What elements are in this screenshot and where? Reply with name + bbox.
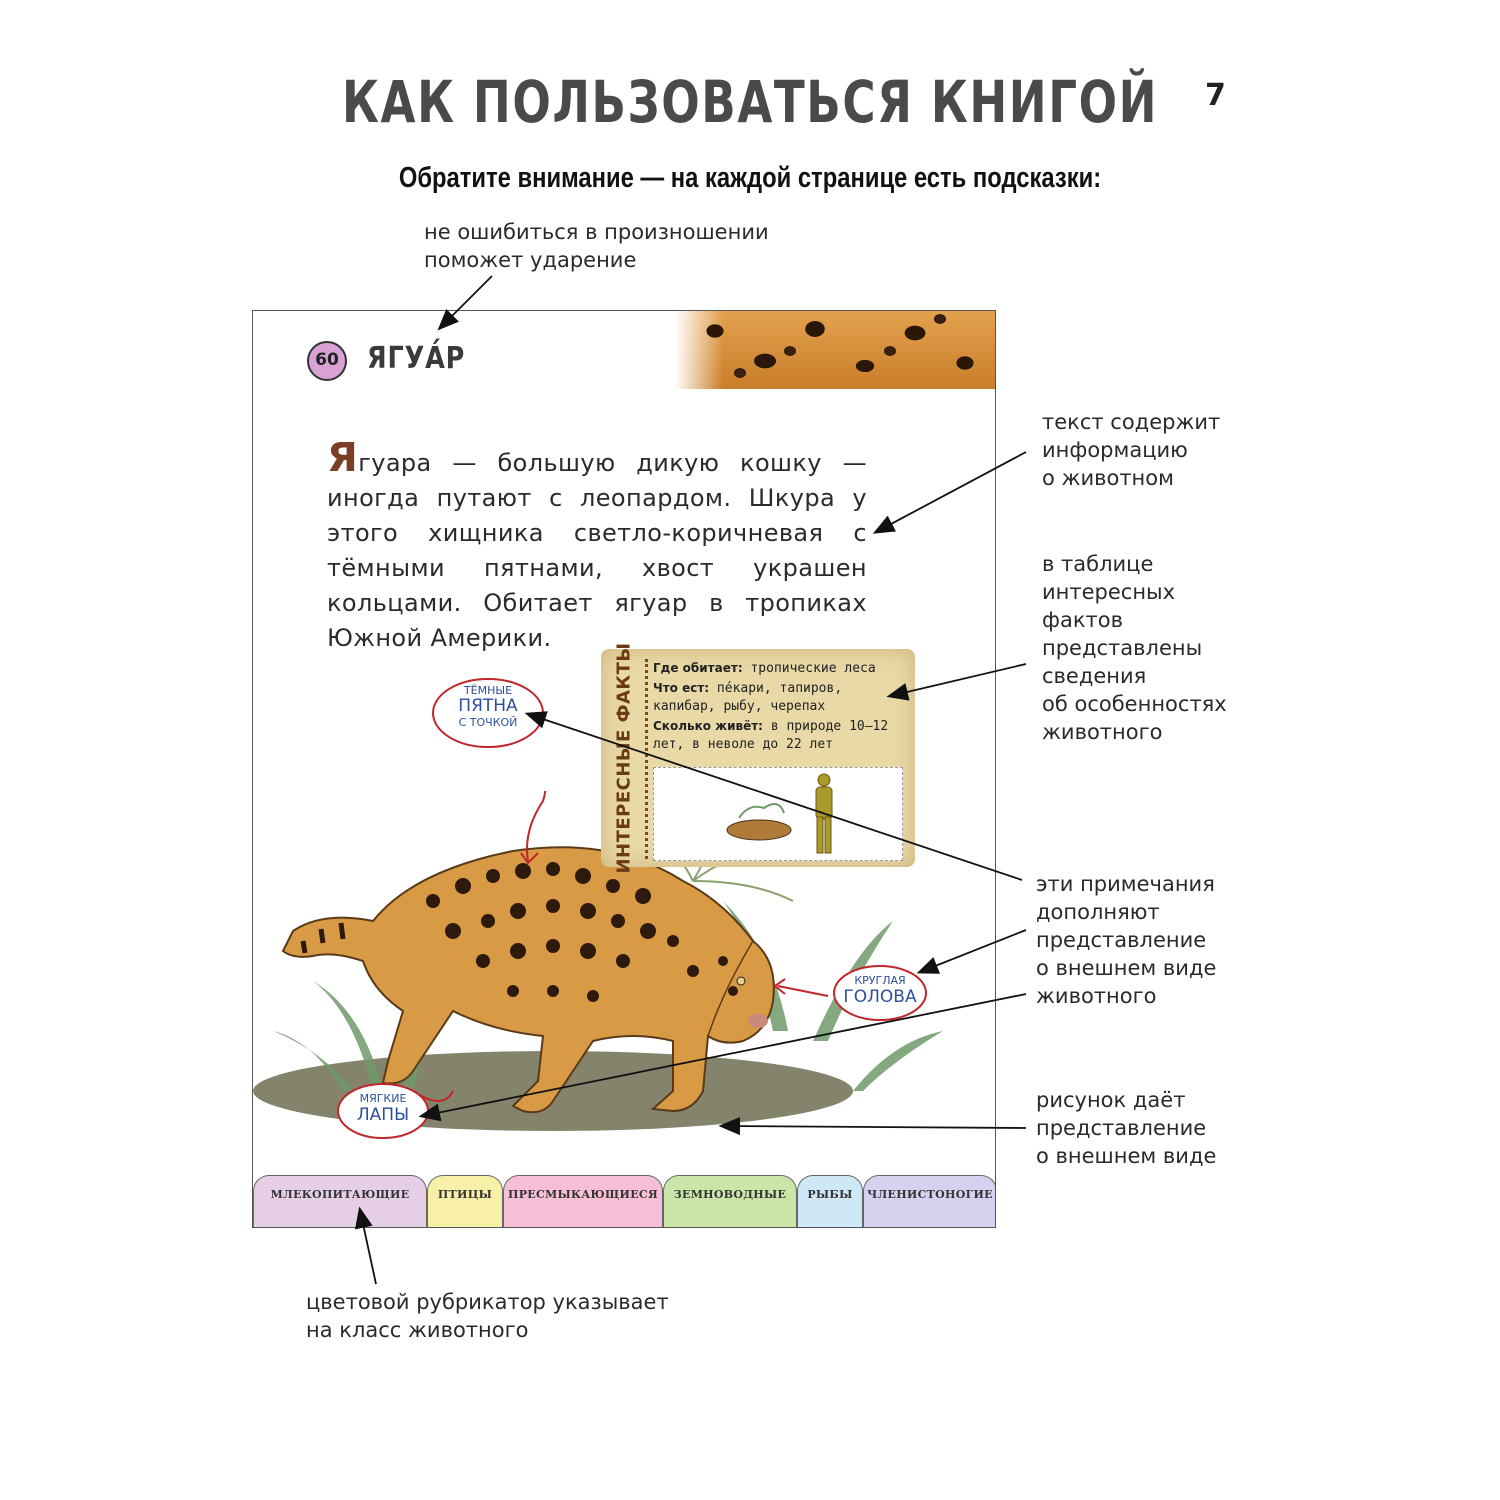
arrow-head — [920, 930, 1026, 972]
animal-name: ЯГУА́Р — [367, 341, 466, 376]
drop-cap: Я — [327, 435, 359, 481]
arrow-spots — [528, 714, 1022, 880]
tab-fish[interactable]: РЫБЫ — [797, 1175, 863, 1228]
arrow-stress — [440, 276, 492, 328]
facts-text: Где обитает: тропические леса Что ест: пе́кари, тапиров, капибар, рыбу, черепах Сколько живёт: в природе 10–12 лет, в неволе до 22 лет — [653, 661, 889, 752]
note-drawing: рисунок даёт представление о внешнем виде — [1036, 1088, 1217, 1168]
callout-head: КРУГЛАЯ ГОЛОВА — [843, 974, 917, 1007]
arrow-facts — [890, 664, 1026, 696]
page-number: 7 — [1205, 78, 1226, 113]
tab-mammals[interactable]: МЛЕКОПИТАЮЩИЕ — [253, 1175, 427, 1228]
note-stress: не ошибиться в произношении поможет ударение — [424, 220, 769, 272]
callout-paws: МЯГКИЕ ЛАПЫ — [356, 1092, 410, 1125]
tab-arthropods[interactable]: ЧЛЕНИСТОНОГИЕ — [863, 1175, 996, 1228]
note-rubricator: цветовой рубрикатор указывает на класс животного — [306, 1290, 669, 1342]
arrow-text — [876, 452, 1026, 532]
page-heading: КАК ПОЛЬЗОВАТЬСЯ КНИГОЙ — [341, 68, 1159, 136]
tab-amphibians[interactable]: ЗЕМНОВОДНЫЕ — [663, 1175, 797, 1228]
facts-label: ИНТЕРЕСНЫЕ ФАКТЫ — [613, 642, 635, 874]
arrow-drawing — [722, 1126, 1026, 1128]
animal-number-badge: 60 — [307, 341, 347, 381]
page-subtitle: Обратите внимание — на каждой странице есть подсказки: — [398, 162, 1102, 194]
tab-reptiles[interactable]: ПРЕСМЫКАЮЩИЕСЯ — [503, 1175, 663, 1228]
arrow-rubricator — [360, 1210, 376, 1284]
note-text-info: текст содержит информацию о животном — [1042, 410, 1221, 490]
callout-spots: ТЁМНЫЕ ПЯТНА С ТОЧКОЙ — [458, 684, 518, 729]
description-text: гуара — большую дикую кошку — иногда путают с леопардом. Шкура у этого хищника светло-коричневая с тёмными пятнами, хвост украшен кольцами. Обитает ягуар в тропиках Южной Америки. — [327, 449, 867, 652]
note-facts-table: в таблице интересных фактов представлены сведения об особенностях животного — [1042, 552, 1227, 744]
tab-birds[interactable]: ПТИЦЫ — [427, 1175, 503, 1228]
note-remarks: эти примечания дополняют представление о внешнем виде животного — [1036, 872, 1217, 1008]
arrow-paws — [422, 994, 1026, 1116]
